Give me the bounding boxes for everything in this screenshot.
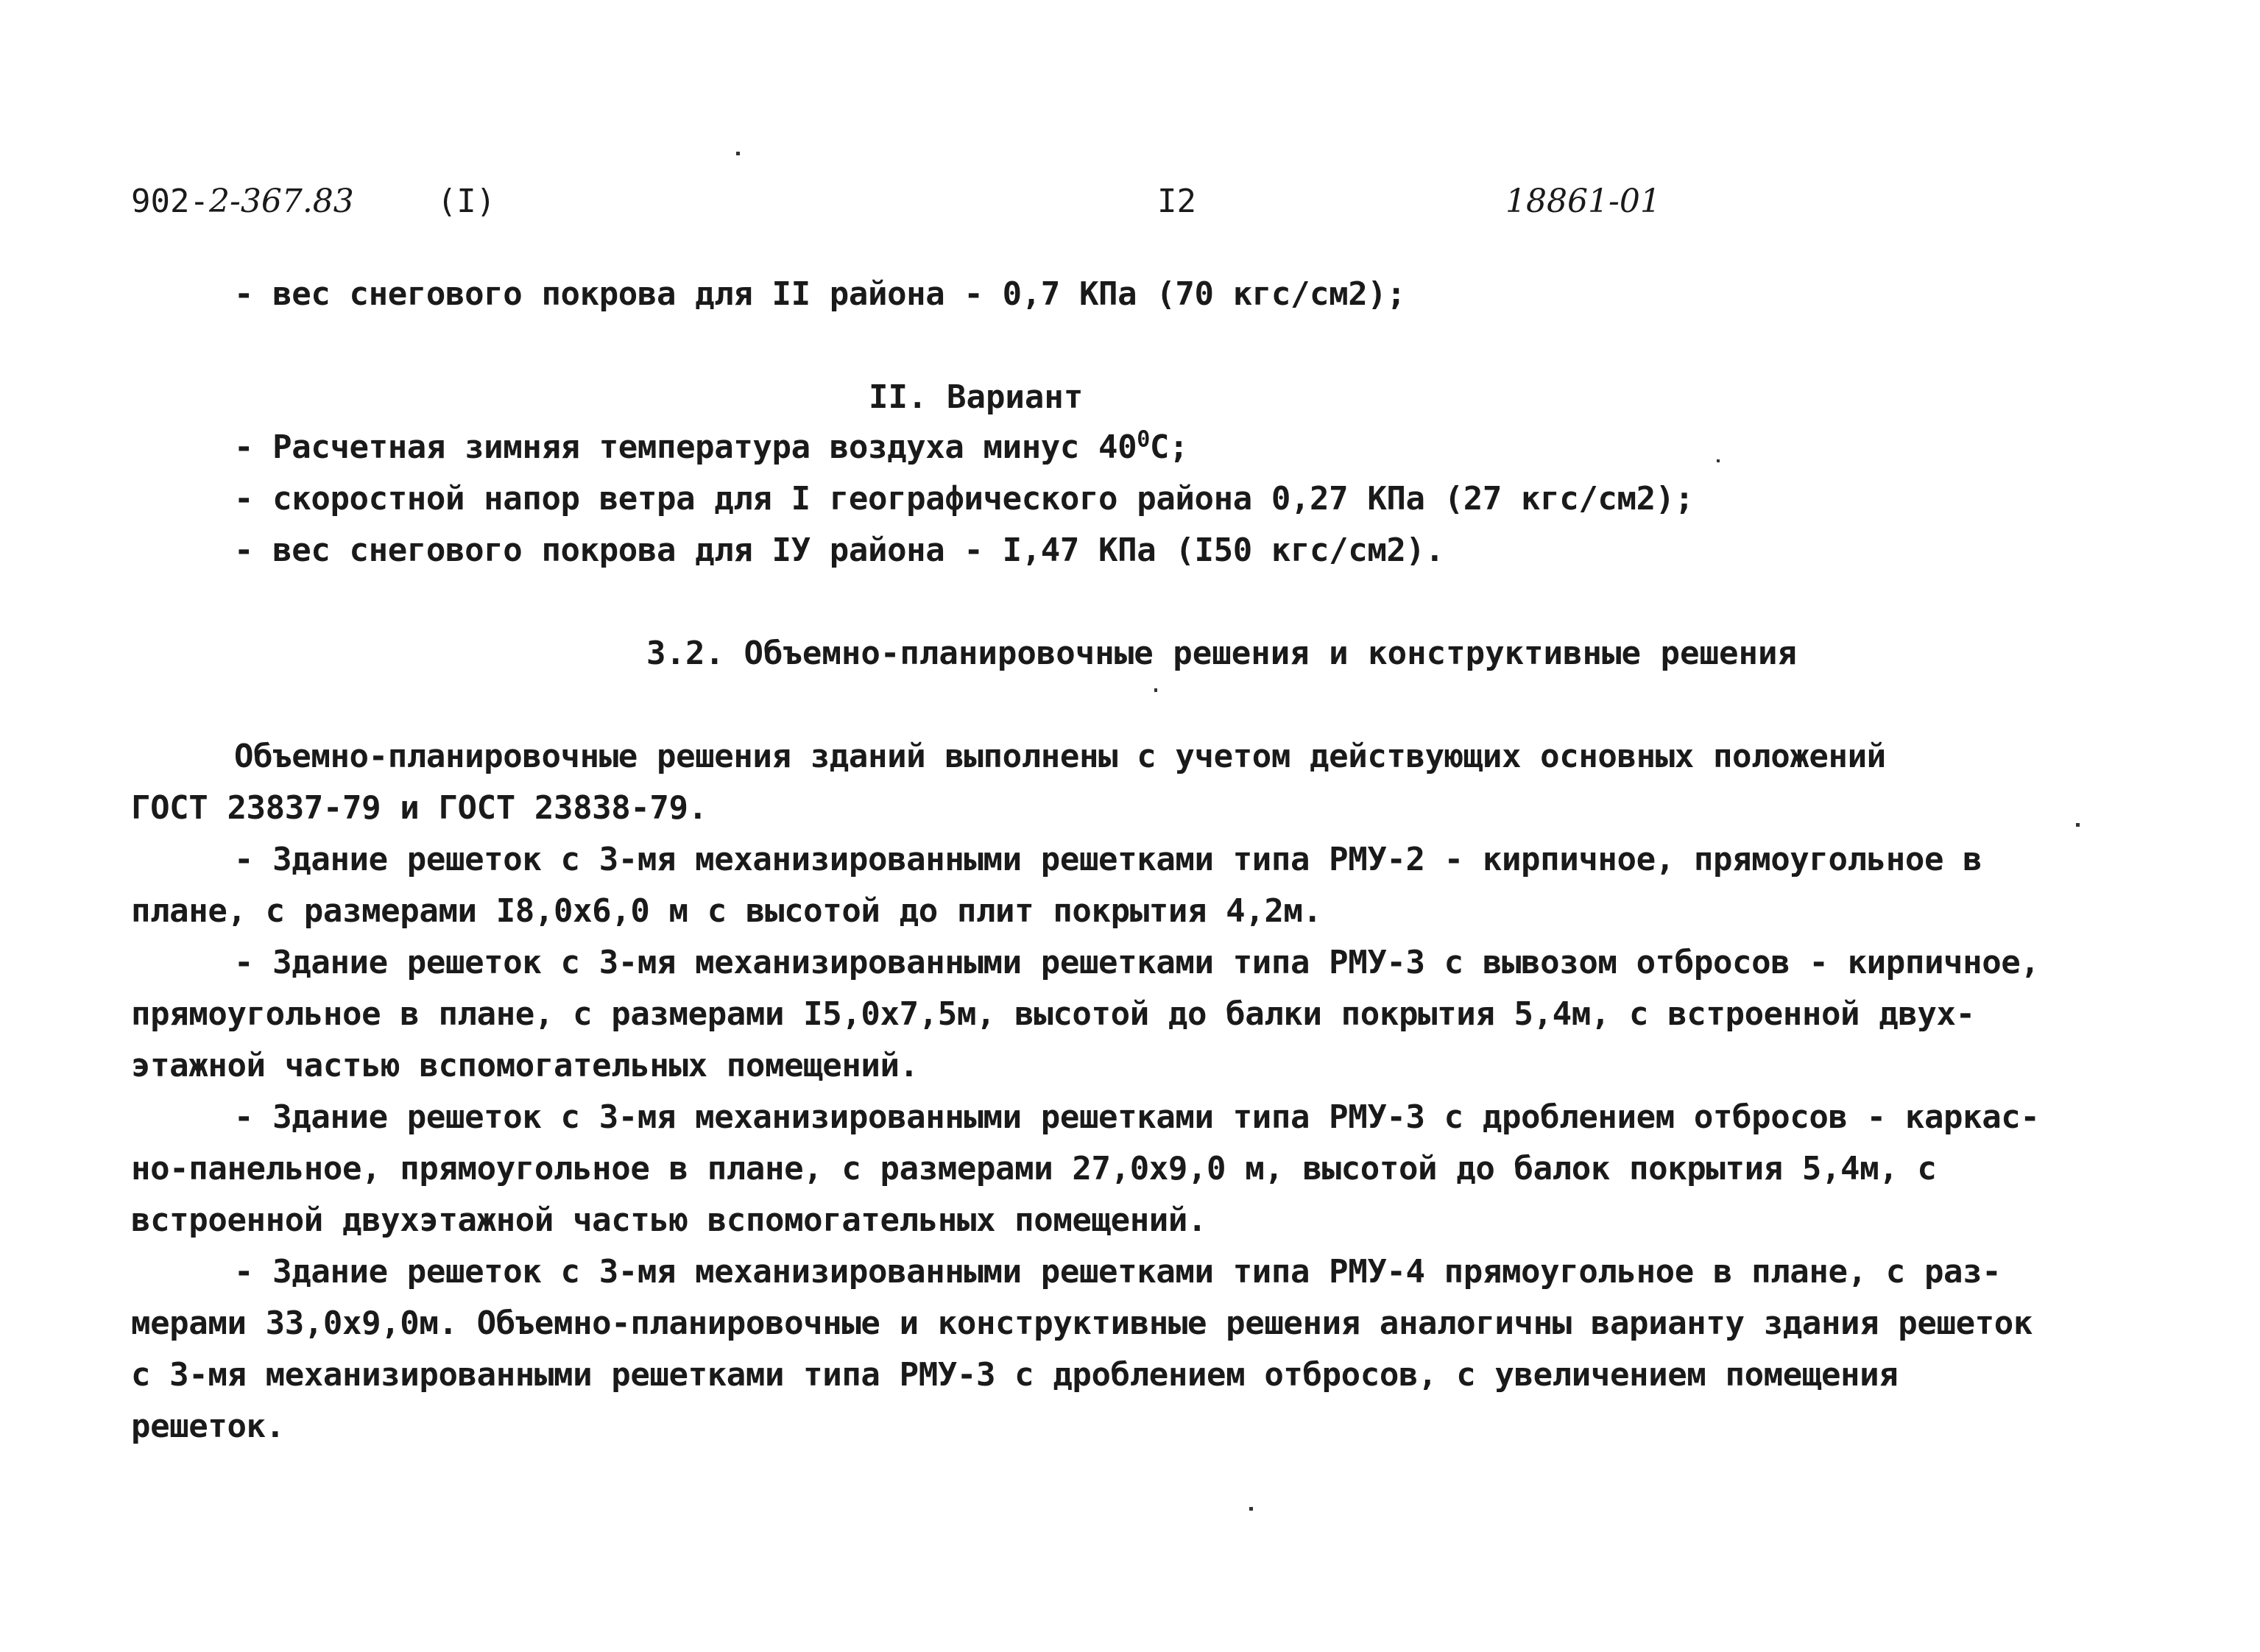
- document-code-handwritten: 2-367.83: [208, 183, 354, 220]
- paragraph-line: - Здание решеток с 3-мя механизированными решетками типа РМУ-3 с дроблением отбросов - каркас-: [234, 1098, 2040, 1136]
- volume-number: (I): [437, 183, 496, 220]
- page-number: I2: [1157, 183, 1196, 220]
- paragraph-line: решеток.: [131, 1408, 285, 1445]
- paragraph-line: но-панельное, прямоугольное в плане, с размерами 27,0х9,0 м, высотой до балок покрытия 5,4м, с: [131, 1150, 1937, 1187]
- snow-load-line-variant1: - вес снегового покрова для II района - 0,7 КПа (70 кгс/см2);: [234, 275, 1406, 313]
- paragraph-line: мерами 33,0х9,0м. Объемно-планировочные и конструктивные решения аналогичны варианту здания решеток: [131, 1305, 2033, 1342]
- paragraph-line: ГОСТ 23837-79 и ГОСТ 23838-79.: [131, 789, 707, 827]
- scan-speck: [736, 152, 740, 155]
- document-code: [131, 180, 495, 224]
- paragraph-line: Объемно-планировочные решения зданий выполнены с учетом действующих основных положений: [234, 738, 1886, 775]
- variant2-snow-line: - вес снегового покрова для IУ района - I,47 КПа (I50 кгс/см2).: [234, 532, 1444, 569]
- paragraph-line: этажной частью вспомогательных помещений.: [131, 1047, 919, 1084]
- paragraph-line: с 3-мя механизированными решетками типа РМУ-3 с дроблением отбросов, с увеличением помещения: [131, 1356, 1899, 1394]
- inventory-number: 18861-01: [1505, 183, 1661, 220]
- paragraph-line: прямоугольное в плане, с размерами I5,0х7,5м, высотой до балки покрытия 5,4м, с встроенной двух-: [131, 995, 1975, 1033]
- variant2-title: II. Вариант: [869, 378, 1084, 416]
- temperature-text: - Расчетная зимняя температура воздуха минус 40: [234, 428, 1137, 466]
- section-title: 3.2. Объемно-планировочные решения и конструктивные решения: [646, 635, 1797, 672]
- paragraph-line: - Здание решеток с 3-мя механизированными решетками типа РМУ-4 прямоугольное в плане, с раз-: [234, 1253, 2002, 1291]
- degree-sup: 0: [1137, 426, 1150, 453]
- paragraph-line: плане, с размерами I8,0х6,0 м с высотой до плит покрытия 4,2м.: [131, 892, 1322, 930]
- paragraph-line: встроенной двухэтажной частью вспомогательных помещений.: [131, 1201, 1207, 1239]
- scan-speck: [1249, 1507, 1253, 1511]
- paragraph-line: - Здание решеток с 3-мя механизированными решетками типа РМУ-3 с вывозом отбросов - кирпичное,: [234, 944, 2040, 981]
- paragraph-line: - Здание решеток с 3-мя механизированными решетками типа РМУ-2 - кирпичное, прямоугольное в: [234, 841, 1982, 878]
- scan-speck: [1154, 688, 1157, 692]
- scan-speck: [1717, 459, 1720, 462]
- variant2-wind-line: - скоростной напор ветра для I географического района 0,27 КПа (27 кгс/см2);: [234, 480, 1694, 518]
- scan-speck: [2076, 823, 2080, 827]
- document-code-prefix: 902-: [131, 183, 209, 220]
- variant2-temperature-line: [234, 426, 1188, 470]
- temperature-unit: С;: [1149, 428, 1189, 466]
